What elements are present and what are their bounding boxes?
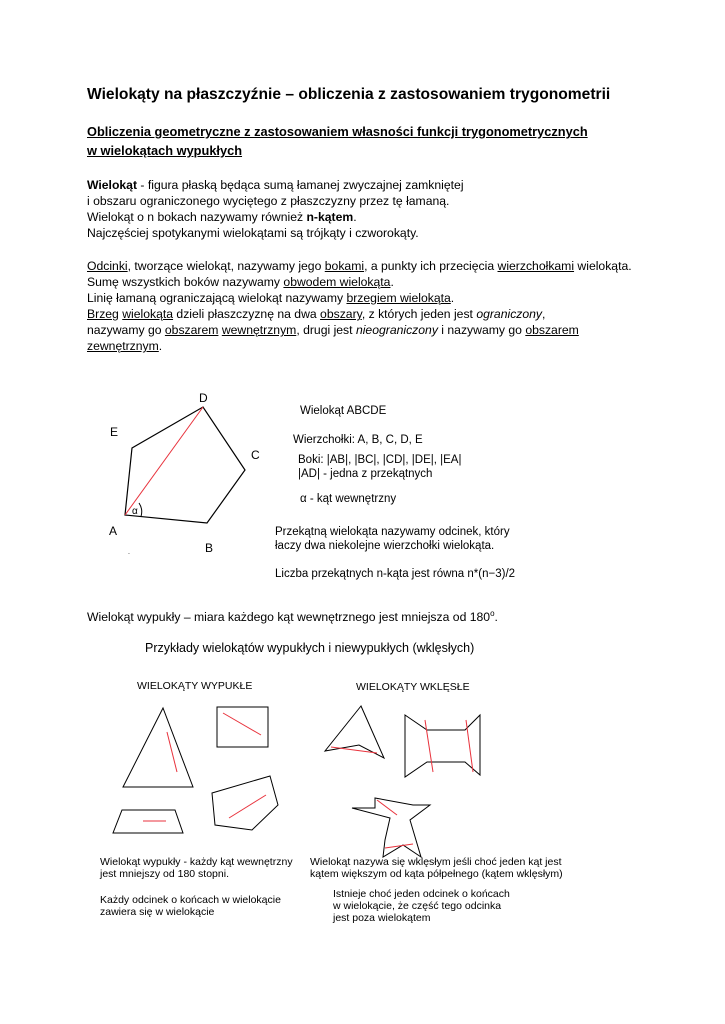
definition-line2: i obszaru ograniczonego wyciętego z płaszczyzny przez tę łamaną. [87, 194, 450, 208]
terms-text: , [542, 307, 546, 321]
term-underlined: wierzchołkami [497, 259, 575, 273]
pentagon-figure [95, 385, 615, 585]
concave-note-line4: w wielokącie, że część tego odcinka [333, 900, 502, 912]
term-underlined: obszary [320, 307, 362, 321]
terms-text: Sumę wszystkich boków nazywamy [87, 275, 284, 289]
degree-sup: o [490, 609, 495, 618]
terms-text: . [390, 275, 394, 289]
convex-definition [87, 606, 498, 626]
convex-note-line2: jest mniejszy od 180 stopni. [100, 868, 229, 880]
terms-text: , drugi jest [296, 323, 356, 337]
section-subtitle-line1: Obliczenia geometryczne z zastosowaniem własności funkcji trygonometrycznych [87, 124, 588, 139]
angle-arc [139, 503, 142, 517]
convex-rectangle-segment [223, 713, 261, 735]
vertex-c-label: C [251, 448, 260, 462]
concave-note-line1: Wielokąt nazywa się wklęsłym jeśli choć jeden kąt jest [310, 856, 562, 868]
concave-star [352, 798, 430, 857]
terms-text: wielokąta. [574, 259, 632, 273]
terms-line5 [87, 322, 579, 339]
definition-term: Wielokąt [87, 178, 138, 192]
convex-triangle-segment [167, 732, 177, 772]
terms-text: dzieli płaszczyznę na dwa [173, 307, 321, 321]
dot-mark: . [128, 549, 130, 556]
vertex-e-label: E [110, 425, 119, 439]
definition-text: Wielokąt o n bokach nazywamy również [87, 210, 307, 224]
definition-bold-term: n-kątem [306, 210, 354, 224]
figure1-name: Wielokąt ABCDE [300, 405, 387, 417]
figure2-title: Przykłady wielokątów wypukłych i niewypukłych (wklęsłych) [145, 641, 475, 655]
convex-header: WIELOKĄTY WYPUKŁE [137, 680, 253, 692]
concave-note-line5: jest poza wielokątem [333, 912, 431, 924]
polygon-examples-figure [95, 635, 615, 935]
concave-bowtie [405, 715, 480, 777]
term-underlined: wewnętrznym [221, 323, 297, 337]
terms-line6 [87, 338, 162, 355]
concave-header: WIELOKĄTY WKLĘSŁE [356, 681, 470, 693]
terms-text: . [450, 291, 455, 305]
term-underlined: Odcinki [87, 259, 128, 273]
terms-text: Linię łamaną ograniczającą wielokąt nazywamy [87, 291, 347, 305]
terms-text: . [158, 339, 163, 353]
concave-bowtie-segment-left [425, 720, 433, 772]
concave-note-line2: kątem większym od kąta półpełnego (kątem wklęsłym) [310, 868, 563, 880]
convex-note-line4: zawiera się w wielokącie [100, 906, 215, 918]
figure1-angle-desc: α - kąt wewnętrzny [300, 493, 397, 505]
convex-triangle [123, 708, 193, 787]
vertex-a-label: A [109, 524, 118, 538]
terms-text: nazywamy go [87, 323, 165, 337]
term-underlined: obszarem [525, 323, 579, 337]
figure1-diag-def2: łaczy dwa niekolejne wierzchołki wielokąta. [275, 540, 495, 552]
convex-note-line1: Wielokąt wypukły - każdy kąt wewnętrzny [100, 856, 293, 868]
section-subtitle-line2: w wielokątach wypukłych [87, 143, 243, 158]
convex-pentagon [212, 776, 278, 830]
figure1-sides-line2: |AD| - jedna z przekątnych [298, 468, 433, 480]
definition-line4: Najczęściej spotykanymi wielokątami są trójkąty i czworokąty. [87, 226, 419, 240]
term-underlined: Brzeg [87, 307, 119, 321]
terms-line1 [87, 258, 632, 275]
convex-definition-text: Wielokąt wypukły – miara każdego kąt wewnętrznego jest mniejsza od 180 [87, 610, 491, 625]
terms-text: i nazywamy go [437, 323, 526, 337]
definition-text: . [353, 210, 357, 224]
page-title: Wielokąty na płaszczyźnie – obliczenia z zastosowaniem trygonometrii [87, 86, 611, 103]
terms-line2 [87, 274, 394, 291]
diagonal-ad-line [125, 407, 203, 515]
term-underlined: wielokąta [122, 307, 174, 321]
terms-text: , a punkty ich przecięcia [364, 259, 498, 273]
concave-star-segment-1 [377, 800, 397, 815]
concave-arrowhead-segment [331, 747, 377, 753]
concave-note-line3: Istnieje choć jeden odcinek o końcach [333, 888, 510, 900]
convex-pentagon-segment [229, 795, 266, 818]
figure1-diag-def1: Przekątną wielokąta nazywamy odcinek, który [275, 526, 510, 538]
terms-text: , tworzące wielokąt, nazywamy jego [127, 259, 325, 273]
definition-line1 [87, 177, 464, 194]
figure1-vertices: Wierzchołki: A, B, C, D, E [293, 434, 423, 446]
term-underlined: obwodem wielokąta [283, 275, 391, 289]
vertex-d-label: D [199, 391, 208, 405]
convex-definition-end: . [494, 610, 498, 625]
terms-line3 [87, 290, 454, 307]
terms-line4 [87, 306, 545, 323]
term-underlined: zewnętrznym [87, 339, 159, 353]
vertex-b-label: B [205, 541, 214, 555]
term-italic: ograniczony [476, 307, 543, 321]
figure1-sides-line1: Boki: |AB|, |BC|, |CD|, |DE|, |EA| [298, 454, 462, 466]
convex-note-line3: Każdy odcinek o końcach w wielokącie [100, 894, 281, 906]
term-underlined: bokami [324, 259, 365, 273]
term-italic: nieograniczony [355, 323, 438, 337]
definition-line3 [87, 209, 357, 226]
figure1-diag-count: Liczba przekątnych n-kąta jest równa n*(n−3)/2 [275, 568, 516, 580]
term-underlined: brzegiem wielokąta [346, 291, 451, 305]
convex-rectangle [217, 707, 268, 747]
angle-alpha-label: α [132, 506, 138, 517]
pentagon-shape [125, 407, 245, 523]
terms-text: , z których jeden jest [361, 307, 477, 321]
definition-text: - figura płaską będąca sumą łamanej zwyczajnej zamkniętej [137, 178, 464, 192]
term-underlined: obszarem [164, 323, 219, 337]
